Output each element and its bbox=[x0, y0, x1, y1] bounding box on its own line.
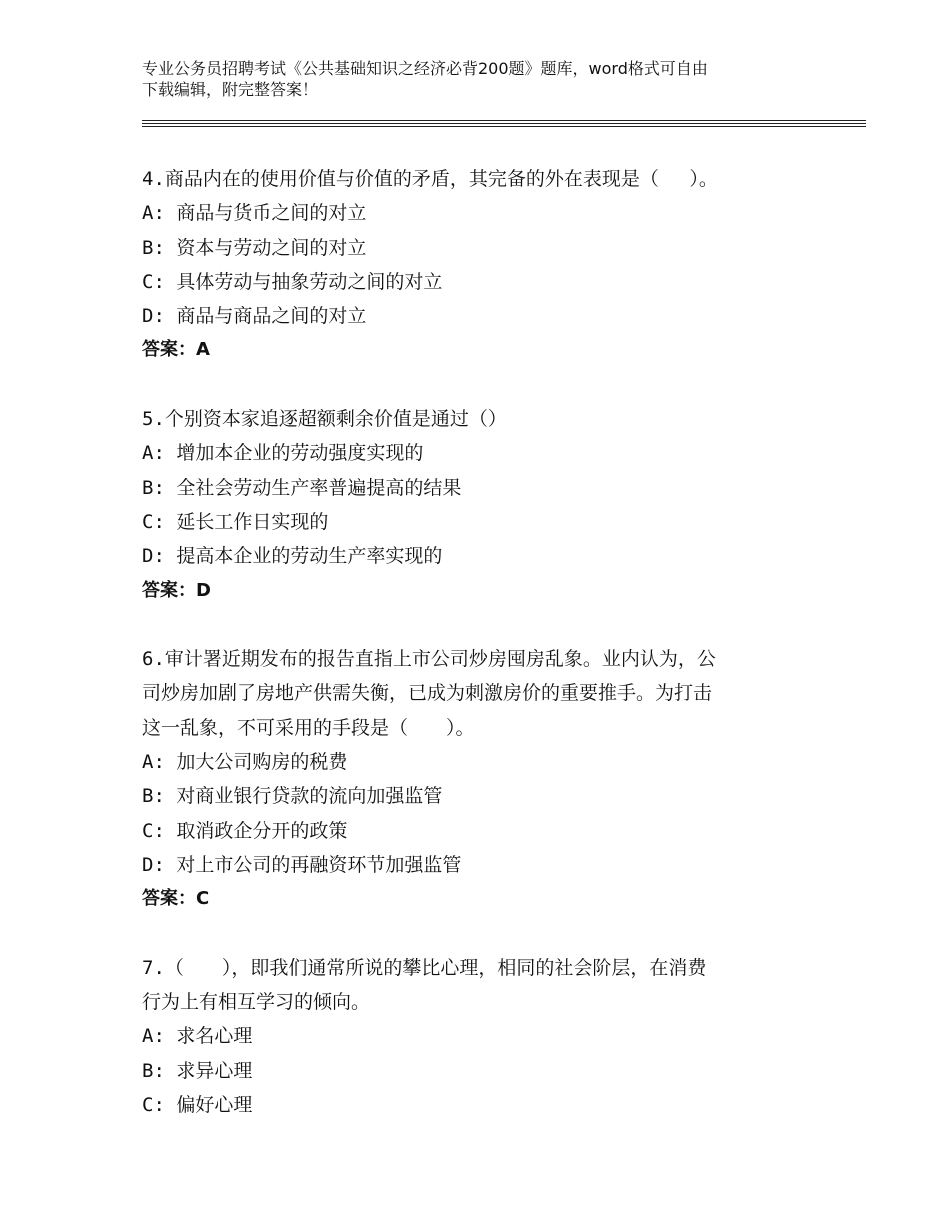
question-stem-line: 5.个别资本家追逐超额剩余价值是通过（） bbox=[142, 408, 507, 431]
question-stem-line: 这一乱象，不可采用的手段是（ ）。 bbox=[142, 716, 475, 739]
answer-option: A: 求名心理 bbox=[142, 1025, 253, 1048]
question-spacer bbox=[142, 917, 802, 951]
answer-option: C: 偏好心理 bbox=[142, 1094, 253, 1117]
answer-option: A: 加大公司购房的税费 bbox=[142, 751, 348, 774]
header-rule-bottom bbox=[142, 126, 866, 127]
answer-key: 答案：C bbox=[142, 888, 210, 910]
answer-key: 答案：D bbox=[142, 579, 211, 601]
header-rule-top bbox=[142, 120, 866, 121]
answer-option: D: 对上市公司的再融资环节加强监管 bbox=[142, 853, 462, 876]
answer-option: B: 资本与劳动之间的对立 bbox=[142, 236, 367, 259]
header-rule-middle bbox=[142, 123, 866, 124]
question-item bbox=[142, 642, 802, 916]
answer-option: B: 求异心理 bbox=[142, 1059, 253, 1082]
answer-option: C: 取消政企分开的政策 bbox=[142, 819, 348, 842]
question-stem-line: 司炒房加剧了房地产供需失衡，已成为刺激房价的重要推手。为打击 bbox=[142, 682, 713, 705]
answer-option: A: 商品与货币之间的对立 bbox=[142, 202, 367, 225]
document-header bbox=[142, 58, 802, 100]
answer-option: C: 延长工作日实现的 bbox=[142, 510, 329, 533]
question-item bbox=[142, 162, 802, 368]
question-item bbox=[142, 402, 802, 608]
question-spacer bbox=[142, 368, 802, 402]
question-stem-line: 7.（ ），即我们通常所说的攀比心理，相同的社会阶层，在消费 bbox=[142, 956, 707, 979]
answer-option: B: 对商业银行贷款的流向加强监管 bbox=[142, 785, 443, 808]
answer-option: B: 全社会劳动生产率普遍提高的结果 bbox=[142, 476, 462, 499]
answer-option: D: 提高本企业的劳动生产率实现的 bbox=[142, 545, 443, 568]
answer-key: 答案：A bbox=[142, 339, 210, 361]
question-stem-line: 行为上有相互学习的倾向。 bbox=[142, 991, 371, 1014]
answer-option: A: 增加本企业的劳动强度实现的 bbox=[142, 442, 424, 465]
header-line-1: 专业公务员招聘考试《公共基础知识之经济必背200题》题库，word格式可自由 bbox=[142, 59, 708, 78]
answer-option: D: 商品与商品之间的对立 bbox=[142, 305, 367, 328]
answer-option: C: 具体劳动与抽象劳动之间的对立 bbox=[142, 270, 443, 293]
header-line-2: 下载编辑，附完整答案！ bbox=[142, 80, 319, 99]
question-item bbox=[142, 951, 802, 1122]
question-stem-line: 6.审计署近期发布的报告直指上市公司炒房囤房乱象。业内认为，公 bbox=[142, 648, 716, 671]
question-spacer bbox=[142, 608, 802, 642]
question-list bbox=[142, 162, 802, 1122]
question-stem-line: 4.商品内在的使用价值与价值的矛盾，其完备的外在表现是（ ）。 bbox=[142, 168, 718, 190]
